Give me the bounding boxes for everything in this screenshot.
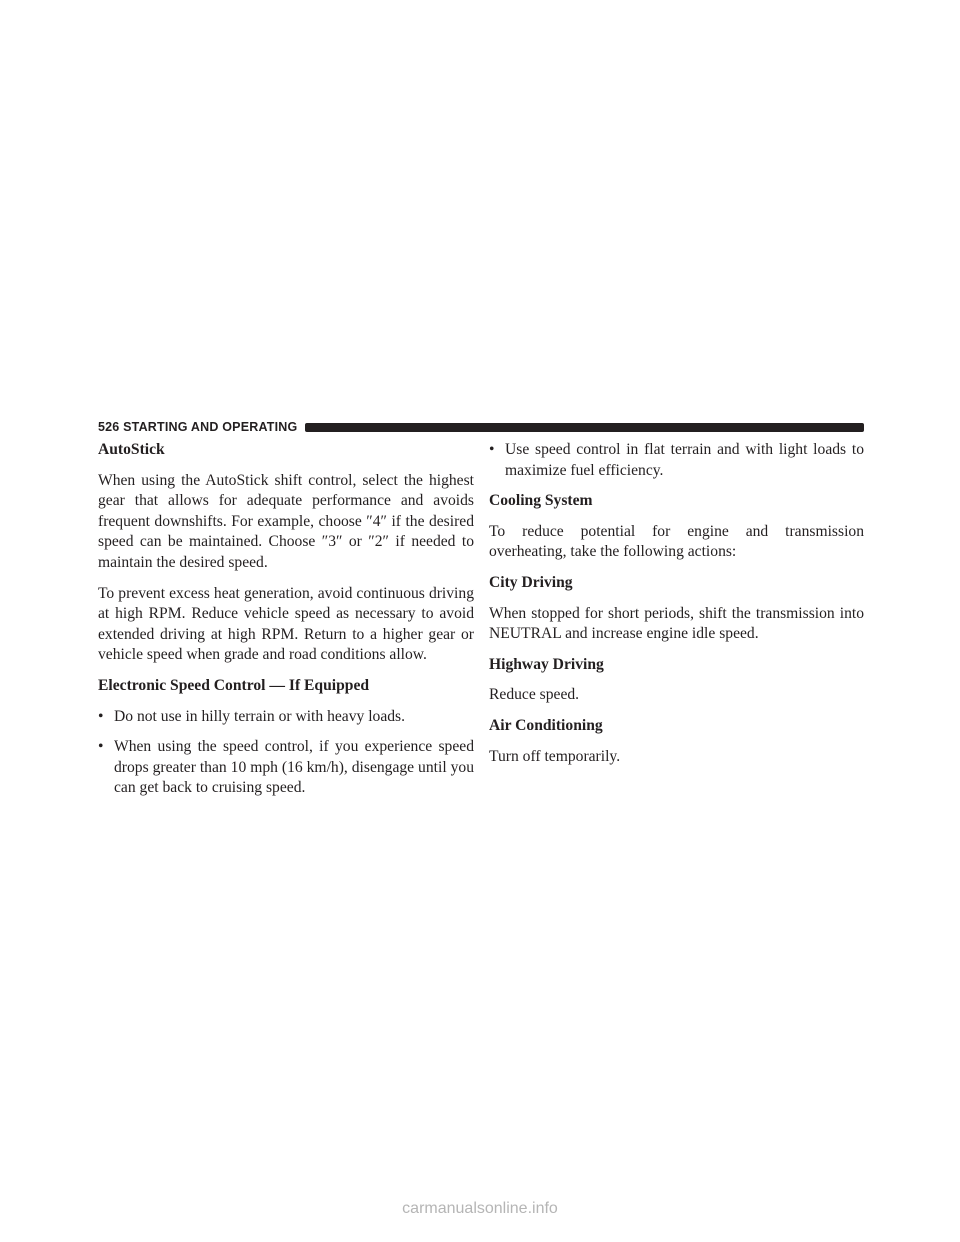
highway-driving-paragraph: Reduce speed.	[489, 686, 580, 704]
autostick-paragraph-1: When using the AutoStick shift control, select the highest gear that allows for adequate performance and avoids frequent downshifts. For example, choose ″4″ if the desired speed can be maintained. Choose ″3″ or ″2″ if needed to maintain the desired speed.	[98, 471, 474, 571]
list-item	[98, 737, 474, 799]
autostick-paragraph-2: To prevent excess heat generation, avoid continuous driving at high RPM. Reduce vehicle speed as necessary to avoid extended driving at high RPM. Return to a higher gear or vehicle speed when grade and road conditions allow.	[98, 584, 474, 664]
list-item	[98, 707, 474, 728]
left-column	[98, 440, 474, 809]
list-item-text: Use speed control in flat terrain and with light loads to maximize fuel efficiency.	[505, 441, 864, 479]
cooling-system-paragraph: To reduce potential for engine and transmission overheating, take the following actions:	[489, 522, 864, 561]
list-item	[489, 440, 864, 481]
list-item-text: Do not use in hilly terrain or with heavy loads.	[114, 707, 406, 725]
air-conditioning-heading: Air Conditioning	[489, 716, 603, 734]
page-header	[98, 420, 864, 434]
city-driving-paragraph: When stopped for short periods, shift the transmission into NEUTRAL and increase engine idle speed.	[489, 604, 864, 643]
city-driving-heading: City Driving	[489, 573, 573, 591]
speed-control-heading: Electronic Speed Control — If Equipped	[98, 676, 370, 694]
list-item-text: When using the speed control, if you experience speed drops greater than 10 mph (16 km/h), disengage until you can get back to cruising speed.	[114, 738, 474, 797]
right-column	[489, 440, 864, 777]
cooling-system-heading: Cooling System	[489, 492, 593, 510]
watermark: carmanualsonline.info	[402, 1200, 558, 1217]
bullet-icon: •	[98, 738, 104, 756]
bullet-icon: •	[98, 707, 104, 725]
header-rule	[305, 423, 864, 432]
highway-driving-heading: Highway Driving	[489, 655, 604, 673]
page-number-and-section: 526 STARTING AND OPERATING	[98, 420, 298, 434]
air-conditioning-paragraph: Turn off temporarily.	[489, 747, 621, 765]
bullet-icon: •	[489, 441, 495, 458]
autostick-heading: AutoStick	[98, 441, 165, 458]
